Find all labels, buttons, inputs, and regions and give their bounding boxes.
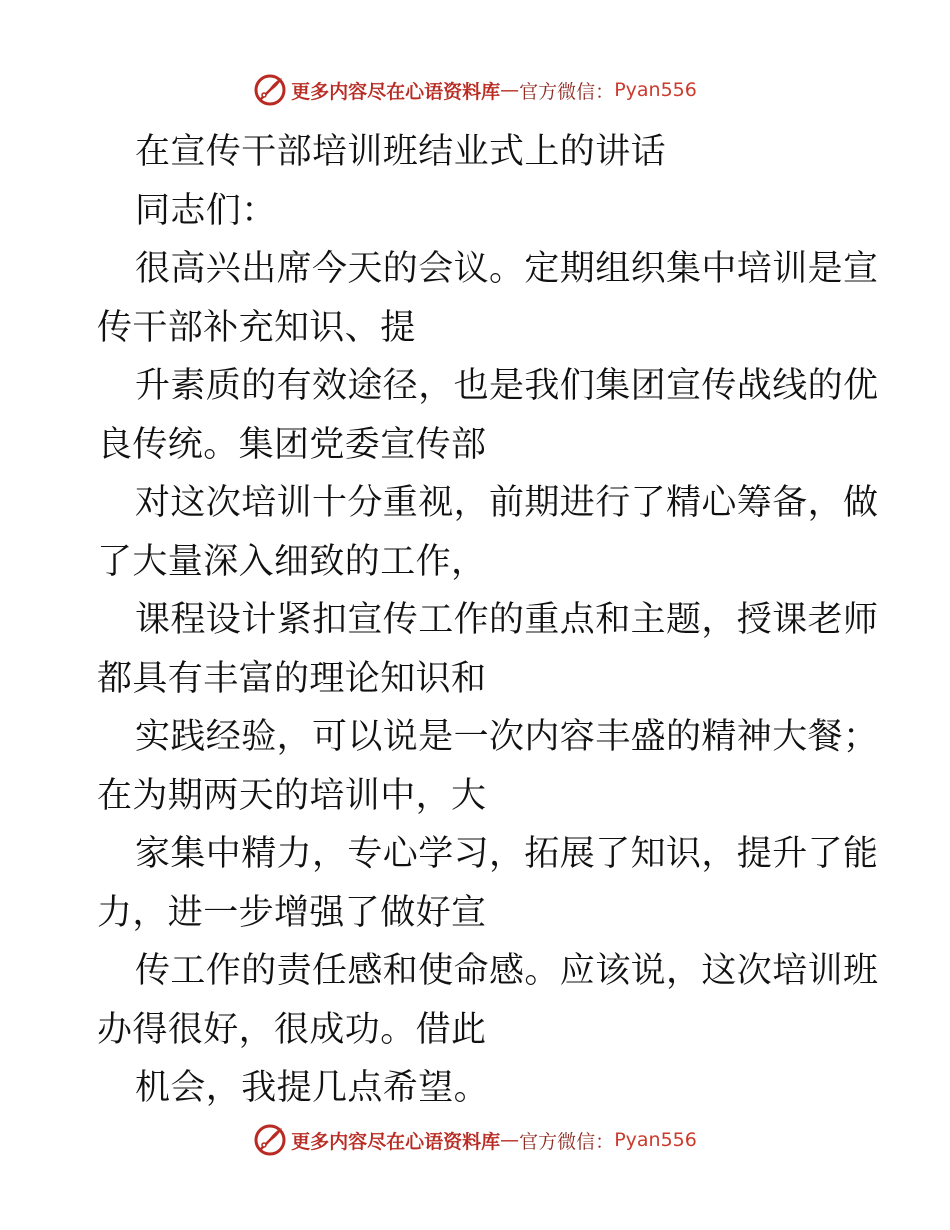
banner-wechat-id: Pyan556: [614, 79, 697, 101]
feather-pen-logo-icon: [253, 1123, 287, 1157]
banner-wechat-id: Pyan556: [614, 1129, 697, 1151]
paragraph-line: 课程设计紧扣宣传工作的重点和主题，授课老师: [135, 600, 879, 640]
header-watermark-banner: [0, 70, 950, 110]
paragraph-line: 在为期两天的培训中，大: [97, 775, 487, 816]
paragraph-line: 传干部补充知识、提: [97, 307, 416, 348]
banner-separator: —: [500, 79, 520, 101]
feather-pen-logo-icon: [253, 73, 287, 107]
paragraph-line: 很高兴出席今天的会议。定期组织集中培训是宣: [135, 249, 879, 289]
paragraph-line: 力，进一步增强了做好宣: [97, 892, 487, 933]
paragraph-line: 了大量深入细致的工作，: [97, 541, 487, 582]
paragraph-line: 办得很好，很成功。借此: [97, 1009, 487, 1050]
paragraph-line: 传工作的责任感和使命感。应该说，这次培训班: [135, 951, 879, 991]
paragraph-line: 家集中精力，专心学习，拓展了知识，提升了能: [135, 834, 879, 874]
document-body: [97, 123, 879, 1118]
footer-watermark-banner: [0, 1120, 950, 1160]
document-title: 在宣传干部培训班结业式上的讲话: [135, 132, 667, 172]
banner-main-text: 更多内容尽在心语资料库: [291, 1130, 501, 1153]
paragraph-line: 机会，我提几点希望。: [135, 1068, 490, 1108]
banner-wechat-label: 官方微信：: [519, 1130, 615, 1153]
banner-wechat-label: 官方微信：: [519, 80, 615, 103]
paragraph-line: 实践经验，可以说是一次内容丰盛的精神大餐；: [135, 717, 879, 757]
paragraph-line: 良传统。集团党委宣传部: [97, 424, 487, 465]
salutation: 同志们：: [135, 190, 277, 231]
banner-main-text: 更多内容尽在心语资料库: [291, 80, 501, 103]
paragraph-line: 升素质的有效途径，也是我们集团宣传战线的优: [135, 366, 879, 406]
paragraph-line: 对这次培训十分重视，前期进行了精心筹备，做: [135, 483, 879, 523]
banner-separator: —: [500, 1129, 520, 1151]
paragraph-line: 都具有丰富的理论知识和: [97, 658, 487, 699]
